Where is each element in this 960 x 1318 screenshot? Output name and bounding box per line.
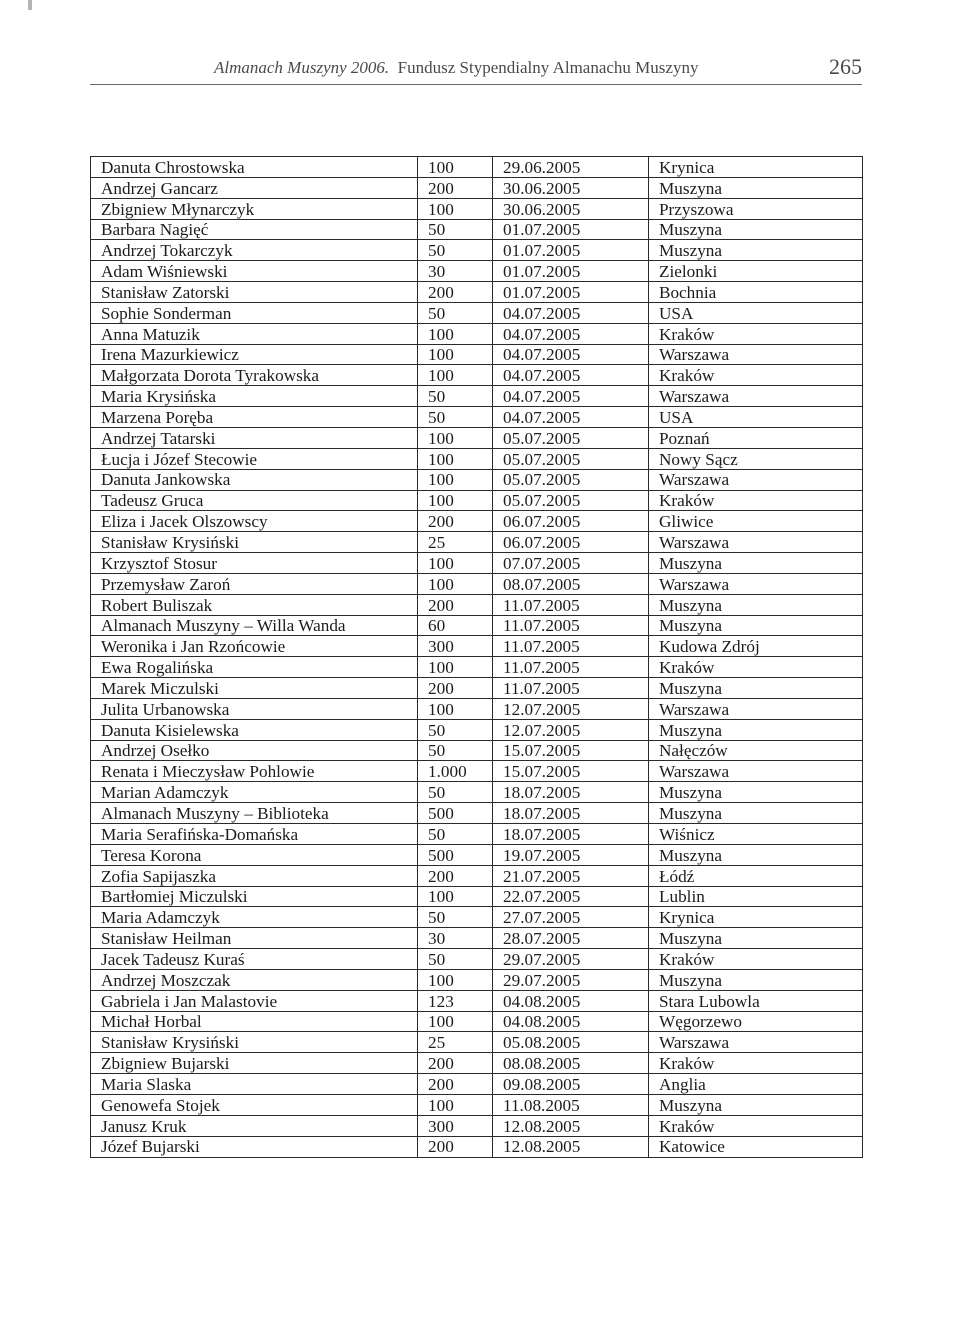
donation-amount: 50: [418, 719, 493, 740]
donor-name: Michał Horbal: [91, 1011, 418, 1032]
donation-date: 11.07.2005: [493, 657, 649, 678]
donation-amount: 100: [418, 323, 493, 344]
donation-date: 04.07.2005: [493, 386, 649, 407]
header-section: Fundusz Stypendialny Almanachu Muszyny: [397, 58, 699, 77]
donor-city: Muszyna: [649, 1094, 863, 1115]
donation-date: 12.07.2005: [493, 719, 649, 740]
table-row: [91, 949, 863, 970]
donor-city: Muszyna: [649, 678, 863, 699]
donor-city: Nałęczów: [649, 740, 863, 761]
donor-name: Robert Buliszak: [91, 594, 418, 615]
donation-date: 29.07.2005: [493, 969, 649, 990]
donation-amount: 50: [418, 824, 493, 845]
table-row: [91, 969, 863, 990]
donor-name: Maria Serafińska-Domańska: [91, 824, 418, 845]
donor-city: Nowy Sącz: [649, 448, 863, 469]
donor-name: Zofia Sapijaszka: [91, 865, 418, 886]
table-row: [91, 698, 863, 719]
donor-city: Muszyna: [649, 782, 863, 803]
donor-name: Tadeusz Gruca: [91, 490, 418, 511]
donor-name: Andrzej Osełko: [91, 740, 418, 761]
donor-name: Gabriela i Jan Malastovie: [91, 990, 418, 1011]
donation-amount: 100: [418, 1094, 493, 1115]
donor-name: Marek Miczulski: [91, 678, 418, 699]
donor-city: Lublin: [649, 886, 863, 907]
donor-name: Maria Krysińska: [91, 386, 418, 407]
donation-date: 11.07.2005: [493, 594, 649, 615]
donor-city: USA: [649, 302, 863, 323]
donation-date: 27.07.2005: [493, 907, 649, 928]
donor-city: Muszyna: [649, 969, 863, 990]
donor-name: Zbigniew Bujarski: [91, 1053, 418, 1074]
donor-name: Danuta Kisielewska: [91, 719, 418, 740]
donation-date: 07.07.2005: [493, 553, 649, 574]
donor-name: Andrzej Gancarz: [91, 177, 418, 198]
donor-city: Przyszowa: [649, 198, 863, 219]
donation-amount: 60: [418, 615, 493, 636]
donation-date: 15.07.2005: [493, 740, 649, 761]
donor-name: Irena Mazurkiewicz: [91, 344, 418, 365]
donation-date: 11.07.2005: [493, 636, 649, 657]
table-row: [91, 865, 863, 886]
donation-amount: 100: [418, 573, 493, 594]
table-row: [91, 323, 863, 344]
table-row: [91, 448, 863, 469]
donation-date: 11.07.2005: [493, 615, 649, 636]
donation-date: 08.07.2005: [493, 573, 649, 594]
donor-name: Danuta Chrostowska: [91, 157, 418, 178]
table-row: [91, 240, 863, 261]
donor-name: Stanisław Krysiński: [91, 1032, 418, 1053]
table-row: [91, 1011, 863, 1032]
table-row: [91, 740, 863, 761]
donation-date: 11.08.2005: [493, 1094, 649, 1115]
donation-date: 18.07.2005: [493, 824, 649, 845]
donation-amount: 50: [418, 782, 493, 803]
table-row: [91, 615, 863, 636]
donation-date: 04.08.2005: [493, 1011, 649, 1032]
donation-amount: 1.000: [418, 761, 493, 782]
donation-date: 05.08.2005: [493, 1032, 649, 1053]
table-row: [91, 678, 863, 699]
donor-city: Warszawa: [649, 573, 863, 594]
table-row: [91, 532, 863, 553]
donor-name: Zbigniew Młynarczyk: [91, 198, 418, 219]
donation-date: 05.07.2005: [493, 448, 649, 469]
table-row: [91, 427, 863, 448]
donation-date: 01.07.2005: [493, 261, 649, 282]
table-row: [91, 469, 863, 490]
donation-amount: 50: [418, 907, 493, 928]
donation-amount: 100: [418, 1011, 493, 1032]
donor-name: Almanach Muszyny – Biblioteka: [91, 803, 418, 824]
donor-city: Węgorzewo: [649, 1011, 863, 1032]
donation-date: 05.07.2005: [493, 490, 649, 511]
table-row: [91, 1094, 863, 1115]
table-row: [91, 282, 863, 303]
donor-name: Janusz Kruk: [91, 1115, 418, 1136]
donation-date: 06.07.2005: [493, 532, 649, 553]
table-row: [91, 1032, 863, 1053]
donor-city: Warszawa: [649, 386, 863, 407]
scan-edge-mark: [28, 0, 32, 10]
donation-amount: 100: [418, 198, 493, 219]
donor-city: Katowice: [649, 1136, 863, 1157]
donor-name: Eliza i Jacek Olszowscy: [91, 511, 418, 532]
donor-city: Muszyna: [649, 177, 863, 198]
table-row: [91, 824, 863, 845]
donor-city: Muszyna: [649, 803, 863, 824]
donation-amount: 200: [418, 282, 493, 303]
table-row: [91, 907, 863, 928]
donation-amount: 100: [418, 469, 493, 490]
donation-amount: 200: [418, 511, 493, 532]
donor-city: Muszyna: [649, 844, 863, 865]
table-row: [91, 198, 863, 219]
donation-date: 01.07.2005: [493, 240, 649, 261]
donation-amount: 300: [418, 1115, 493, 1136]
donor-city: Kraków: [649, 490, 863, 511]
donor-city: Warszawa: [649, 344, 863, 365]
running-header: [90, 54, 862, 85]
donor-city: Warszawa: [649, 761, 863, 782]
donor-name: Krzysztof Stosur: [91, 553, 418, 574]
table-row: [91, 177, 863, 198]
donation-date: 01.07.2005: [493, 282, 649, 303]
donor-city: Bochnia: [649, 282, 863, 303]
donation-date: 01.07.2005: [493, 219, 649, 240]
donor-city: Zielonki: [649, 261, 863, 282]
table-row: [91, 344, 863, 365]
donation-date: 08.08.2005: [493, 1053, 649, 1074]
donation-amount: 100: [418, 886, 493, 907]
donor-city: Muszyna: [649, 240, 863, 261]
donation-amount: 100: [418, 657, 493, 678]
donor-city: Anglia: [649, 1074, 863, 1095]
donation-date: 04.07.2005: [493, 407, 649, 428]
table-row: [91, 844, 863, 865]
donor-name: Stanisław Heilman: [91, 928, 418, 949]
donor-name: Stanisław Zatorski: [91, 282, 418, 303]
donation-amount: 200: [418, 1136, 493, 1157]
header-almanac: Almanach Muszyny 2006.: [214, 58, 390, 77]
donors-table-body: [91, 157, 863, 1158]
donor-name: Przemysław Zaroń: [91, 573, 418, 594]
donation-date: 28.07.2005: [493, 928, 649, 949]
table-row: [91, 636, 863, 657]
donor-city: Muszyna: [649, 594, 863, 615]
donation-date: 05.07.2005: [493, 469, 649, 490]
donor-city: Gliwice: [649, 511, 863, 532]
donation-amount: 500: [418, 803, 493, 824]
table-row: [91, 157, 863, 178]
table-row: [91, 302, 863, 323]
donation-amount: 100: [418, 344, 493, 365]
donation-date: 30.06.2005: [493, 198, 649, 219]
donation-date: 15.07.2005: [493, 761, 649, 782]
table-row: [91, 365, 863, 386]
page-number: 265: [829, 54, 862, 79]
donation-date: 04.07.2005: [493, 365, 649, 386]
donor-city: Warszawa: [649, 469, 863, 490]
table-row: [91, 1053, 863, 1074]
donor-name: Renata i Mieczysław Pohlowie: [91, 761, 418, 782]
table-row: [91, 1115, 863, 1136]
donation-amount: 123: [418, 990, 493, 1011]
table-row: [91, 761, 863, 782]
donation-amount: 300: [418, 636, 493, 657]
table-row: [91, 719, 863, 740]
donation-date: 04.07.2005: [493, 323, 649, 344]
donor-city: Poznań: [649, 427, 863, 448]
donor-name: Adam Wiśniewski: [91, 261, 418, 282]
donor-city: Kraków: [649, 657, 863, 678]
donor-city: Warszawa: [649, 532, 863, 553]
table-row: [91, 1074, 863, 1095]
table-row: [91, 511, 863, 532]
table-row: [91, 386, 863, 407]
donation-date: 12.08.2005: [493, 1136, 649, 1157]
donation-amount: 200: [418, 1053, 493, 1074]
table-row: [91, 261, 863, 282]
donation-date: 19.07.2005: [493, 844, 649, 865]
donor-city: Krynica: [649, 157, 863, 178]
donor-name: Jacek Tadeusz Kuraś: [91, 949, 418, 970]
donors-table: [90, 156, 863, 1158]
donation-amount: 50: [418, 302, 493, 323]
table-row: [91, 782, 863, 803]
table-row: [91, 886, 863, 907]
donor-city: Muszyna: [649, 553, 863, 574]
donation-amount: 25: [418, 1032, 493, 1053]
donation-amount: 200: [418, 177, 493, 198]
donor-name: Bartłomiej Miczulski: [91, 886, 418, 907]
donation-amount: 200: [418, 1074, 493, 1095]
donation-date: 04.07.2005: [493, 302, 649, 323]
donation-amount: 50: [418, 240, 493, 261]
donor-name: Łucja i Józef Stecowie: [91, 448, 418, 469]
donor-name: Sophie Sonderman: [91, 302, 418, 323]
table-row: [91, 990, 863, 1011]
donor-name: Marian Adamczyk: [91, 782, 418, 803]
donation-amount: 200: [418, 678, 493, 699]
donation-date: 12.08.2005: [493, 1115, 649, 1136]
donation-date: 04.08.2005: [493, 990, 649, 1011]
donor-city: Muszyna: [649, 219, 863, 240]
donor-name: Józef Bujarski: [91, 1136, 418, 1157]
donor-name: Andrzej Moszczak: [91, 969, 418, 990]
donor-name: Almanach Muszyny – Willa Wanda: [91, 615, 418, 636]
donation-amount: 50: [418, 949, 493, 970]
donation-amount: 50: [418, 386, 493, 407]
table-row: [91, 553, 863, 574]
donation-date: 18.07.2005: [493, 803, 649, 824]
donor-name: Genowefa Stojek: [91, 1094, 418, 1115]
donation-amount: 100: [418, 365, 493, 386]
donation-amount: 50: [418, 219, 493, 240]
donor-city: Kraków: [649, 1115, 863, 1136]
table-row: [91, 219, 863, 240]
donor-name: Weronika i Jan Rzońcowie: [91, 636, 418, 657]
donation-amount: 100: [418, 969, 493, 990]
donor-name: Andrzej Tokarczyk: [91, 240, 418, 261]
donation-amount: 200: [418, 594, 493, 615]
donor-name: Anna Matuzik: [91, 323, 418, 344]
donation-amount: 25: [418, 532, 493, 553]
donor-city: Kraków: [649, 1053, 863, 1074]
donor-name: Julita Urbanowska: [91, 698, 418, 719]
donor-name: Barbara Nagięć: [91, 219, 418, 240]
donor-city: USA: [649, 407, 863, 428]
donation-date: 22.07.2005: [493, 886, 649, 907]
donation-date: 12.07.2005: [493, 698, 649, 719]
donation-date: 30.06.2005: [493, 177, 649, 198]
donation-date: 29.06.2005: [493, 157, 649, 178]
donor-city: Kraków: [649, 323, 863, 344]
table-row: [91, 573, 863, 594]
donor-city: Wiśnicz: [649, 824, 863, 845]
donation-amount: 100: [418, 698, 493, 719]
donor-city: Krynica: [649, 907, 863, 928]
donation-date: 06.07.2005: [493, 511, 649, 532]
donor-city: Kraków: [649, 949, 863, 970]
donor-name: Stanisław Krysiński: [91, 532, 418, 553]
donation-amount: 100: [418, 427, 493, 448]
donor-city: Muszyna: [649, 719, 863, 740]
donation-date: 05.07.2005: [493, 427, 649, 448]
donation-amount: 500: [418, 844, 493, 865]
donation-amount: 100: [418, 448, 493, 469]
header-title: [214, 58, 698, 78]
donor-name: Andrzej Tatarski: [91, 427, 418, 448]
donation-amount: 100: [418, 157, 493, 178]
donor-name: Teresa Korona: [91, 844, 418, 865]
donor-name: Maria Adamczyk: [91, 907, 418, 928]
donor-city: Stara Lubowla: [649, 990, 863, 1011]
donor-city: Kudowa Zdrój: [649, 636, 863, 657]
table-row: [91, 803, 863, 824]
donation-date: 04.07.2005: [493, 344, 649, 365]
donation-date: 18.07.2005: [493, 782, 649, 803]
table-row: [91, 928, 863, 949]
donation-amount: 30: [418, 928, 493, 949]
donation-amount: 200: [418, 865, 493, 886]
donation-amount: 50: [418, 407, 493, 428]
table-row: [91, 1136, 863, 1157]
table-row: [91, 657, 863, 678]
donation-amount: 30: [418, 261, 493, 282]
donor-city: Muszyna: [649, 615, 863, 636]
donor-name: Ewa Rogalińska: [91, 657, 418, 678]
donor-city: Muszyna: [649, 928, 863, 949]
donor-name: Małgorzata Dorota Tyrakowska: [91, 365, 418, 386]
donor-name: Marzena Poręba: [91, 407, 418, 428]
donation-amount: 100: [418, 553, 493, 574]
donation-amount: 50: [418, 740, 493, 761]
donation-date: 11.07.2005: [493, 678, 649, 699]
donation-date: 29.07.2005: [493, 949, 649, 970]
donor-city: Łódź: [649, 865, 863, 886]
donor-city: Warszawa: [649, 698, 863, 719]
table-row: [91, 407, 863, 428]
donation-date: 09.08.2005: [493, 1074, 649, 1095]
donor-city: Kraków: [649, 365, 863, 386]
donor-city: Warszawa: [649, 1032, 863, 1053]
donation-date: 21.07.2005: [493, 865, 649, 886]
donor-name: Danuta Jankowska: [91, 469, 418, 490]
table-row: [91, 490, 863, 511]
table-row: [91, 594, 863, 615]
donation-amount: 100: [418, 490, 493, 511]
donor-name: Maria Slaska: [91, 1074, 418, 1095]
